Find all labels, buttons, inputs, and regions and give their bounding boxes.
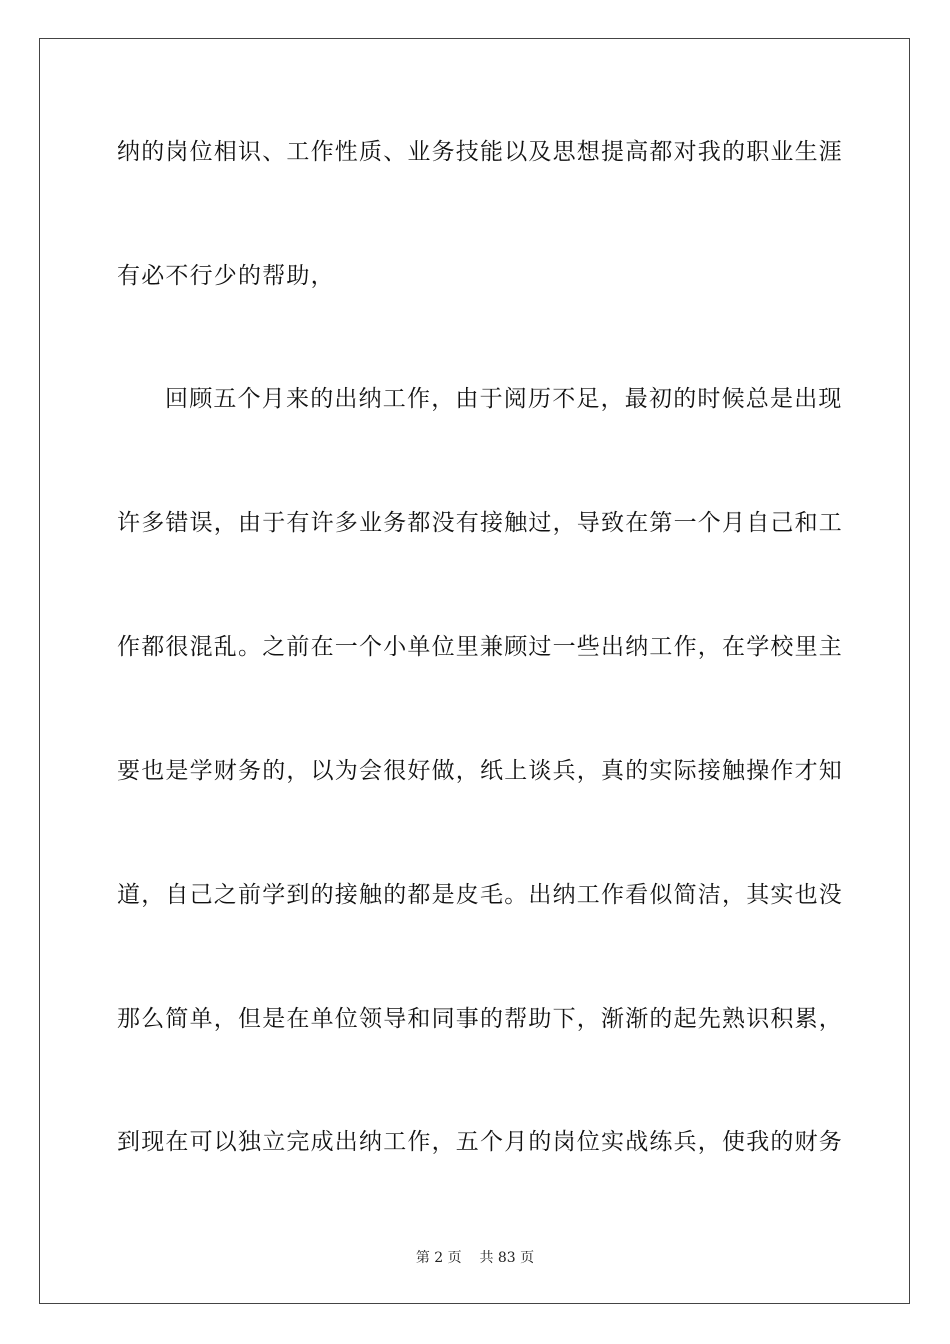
body-line-7: 道，自己之前学到的接触的都是皮毛。出纳工作看似简洁，其实也没 [117, 882, 843, 908]
body-line-5: 作都很混乱。之前在一个小单位里兼顾过一些出纳工作，在学校里主 [117, 634, 843, 660]
body-line-3: 回顾五个月来的出纳工作，由于阅历不足，最初的时候总是出现 [165, 386, 843, 412]
body-line-8: 那么简单，但是在单位领导和同事的帮助下，渐渐的起先熟识积累， [117, 1006, 843, 1032]
page-total: 共 83 页 [479, 1250, 535, 1266]
page-number: 第 2 页 [415, 1250, 462, 1266]
page-frame [39, 38, 910, 1304]
body-line-4: 许多错误，由于有许多业务都没有接触过，导致在第一个月自己和工 [117, 510, 843, 536]
body-line-1: 纳的岗位相识、工作性质、业务技能以及思想提高都对我的职业生涯 [117, 139, 843, 165]
page-footer [0, 1247, 950, 1267]
body-line-2: 有必不行少的帮助， [117, 263, 335, 289]
body-line-6: 要也是学财务的，以为会很好做，纸上谈兵，真的实际接触操作才知 [117, 758, 843, 784]
body-line-9: 到现在可以独立完成出纳工作，五个月的岗位实战练兵，使我的财务 [117, 1129, 843, 1155]
